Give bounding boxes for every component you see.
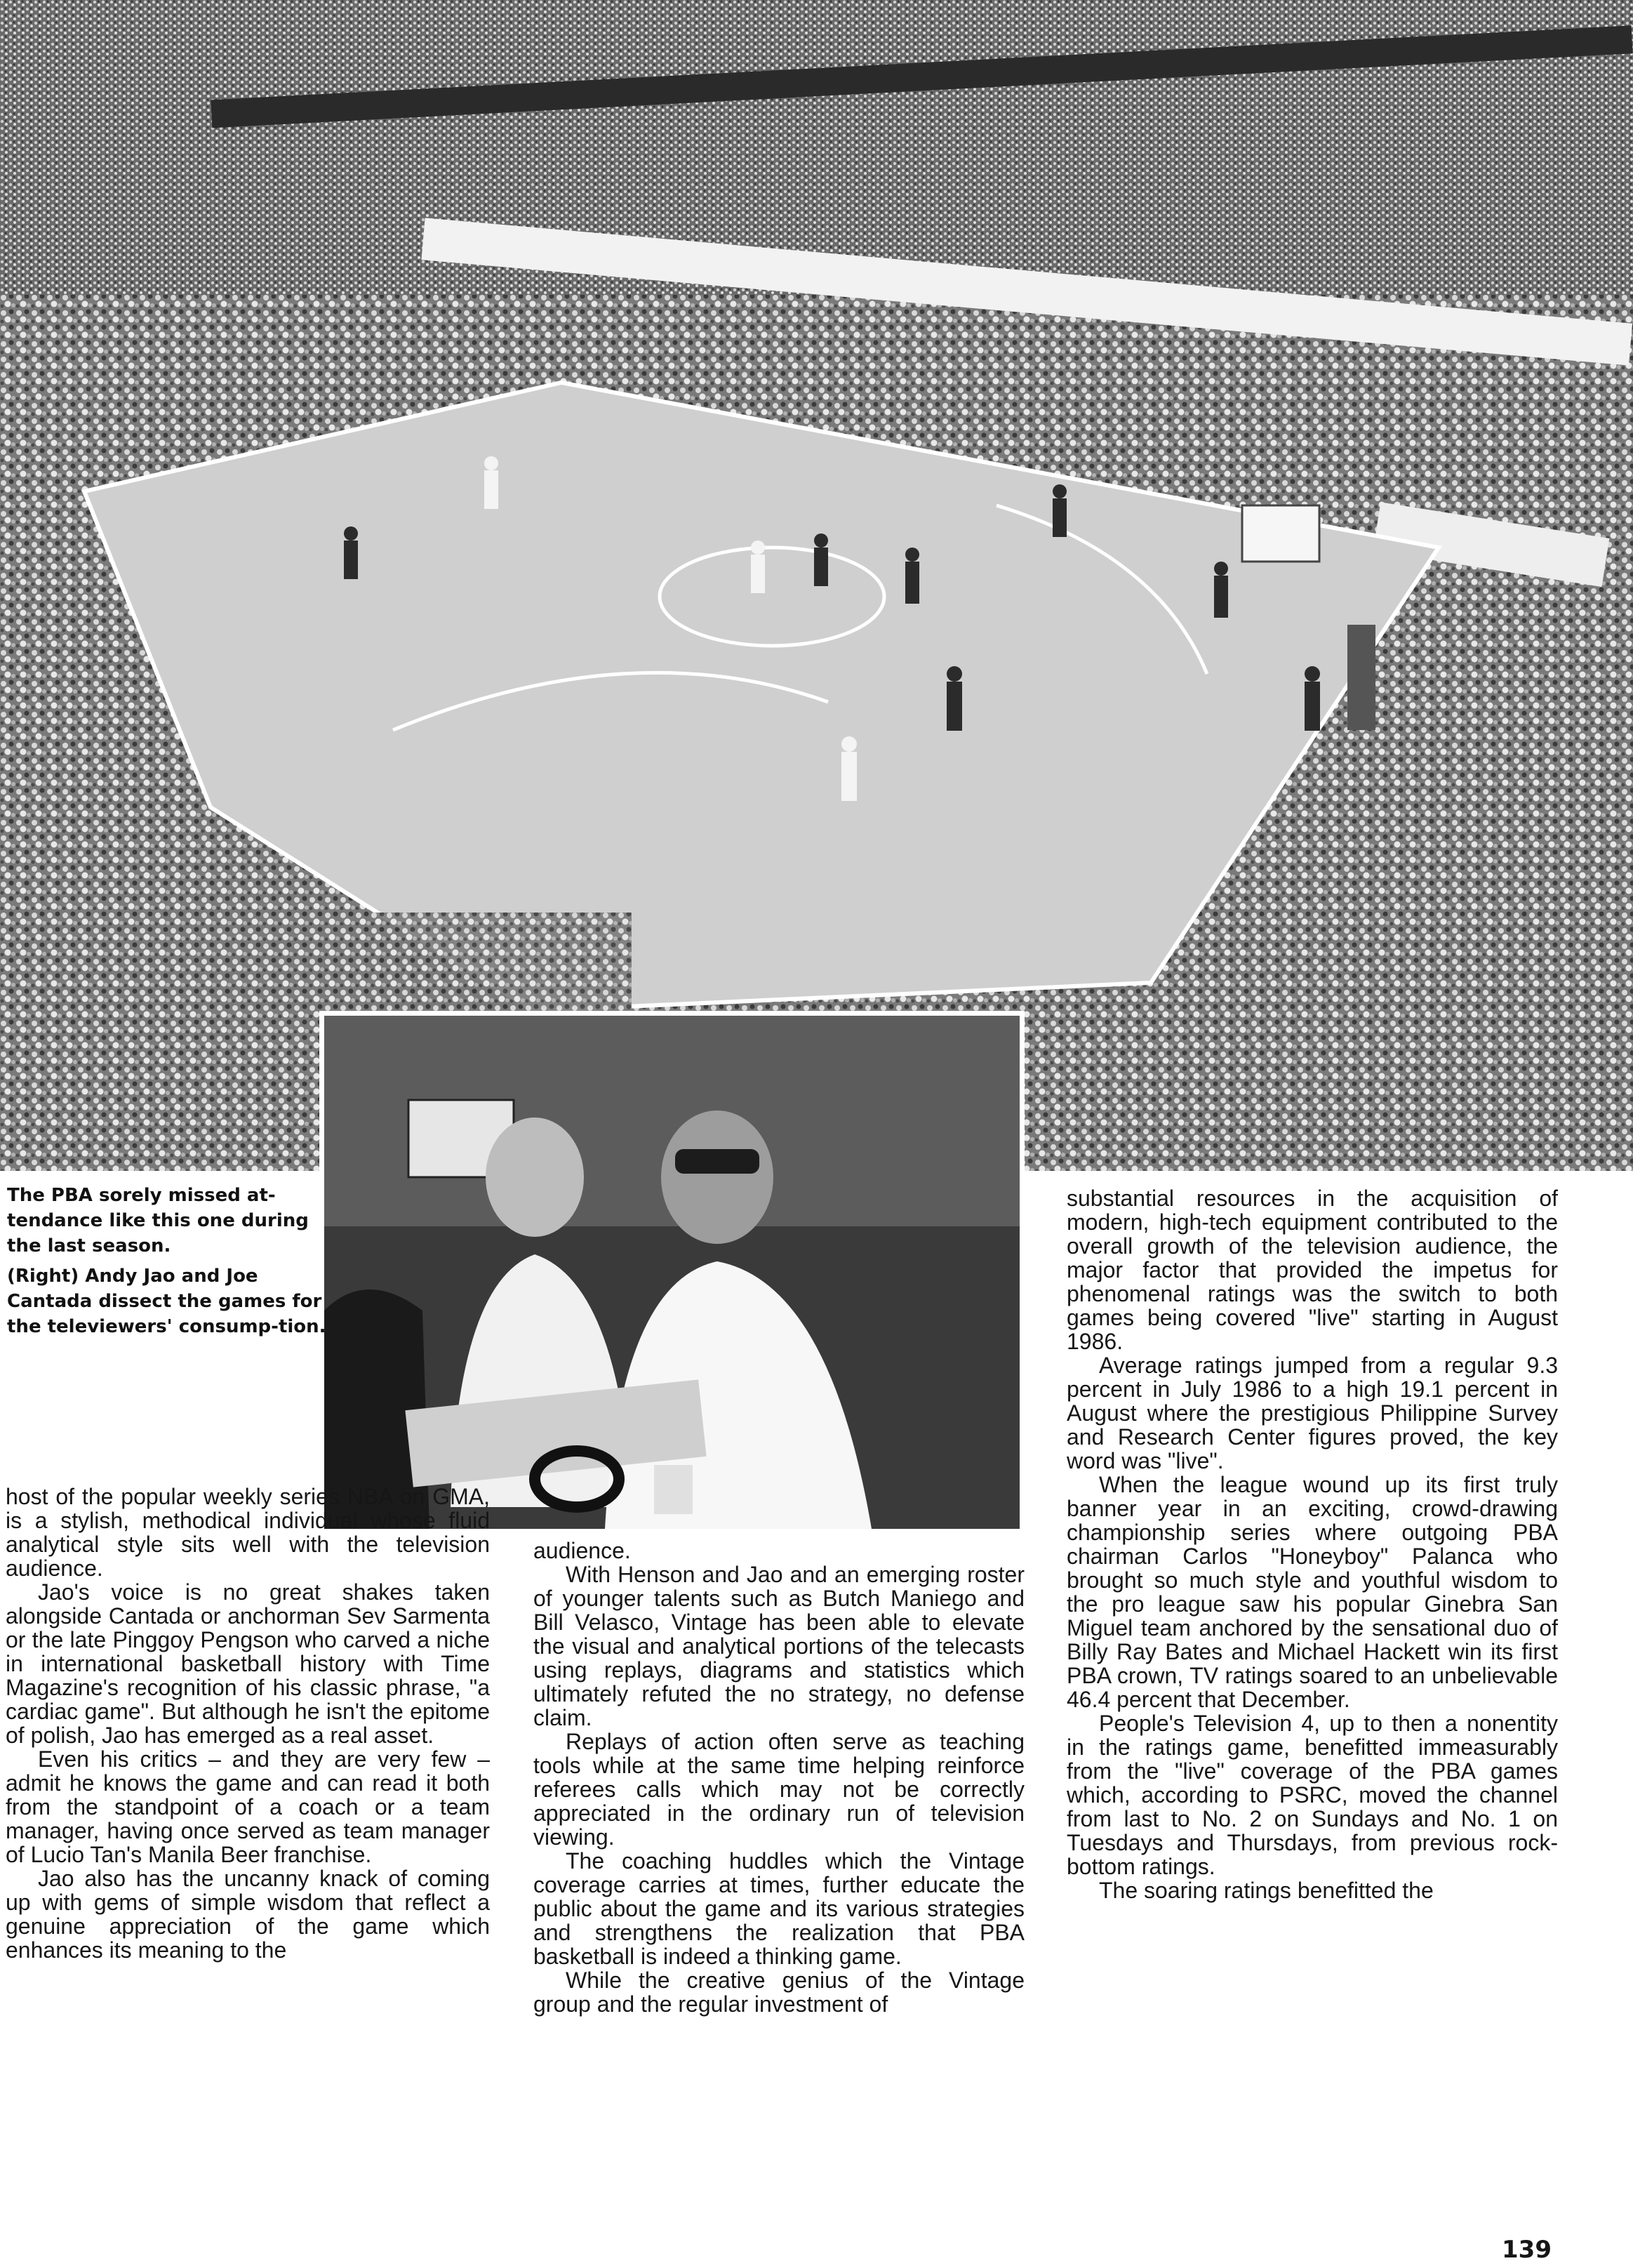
paragraph: When the league wound up its first truly banner year in an exciting, crowd-drawing championship series where outgoing PBA chairman Carlos "Honeyboy" Palanca who brought so much style and youthful wisdom to the pro league saw his popular Ginebra San Miguel team anchored by the sensational duo of Billy Ray Bates and Michael Hackett win its first PBA crown, TV ratings soared to an unbelievable 46.4 percent that December. xyxy=(1067,1472,1558,1712)
paragraph: People's Television 4, up to then a nonentity in the ratings game, benefitted immeasurably from the "live" coverage of the PBA games which, according to PSRC, moved the channel from last to No. 2 on Sundays and No. 1 on Tuesdays and Thursdays, from previous rock-bottom ratings. xyxy=(1067,1711,1558,1879)
paragraph: The soaring ratings benefitted the xyxy=(1099,1878,1434,1903)
photo-caption-arena: The PBA sorely missed at-tendance like this one during the last season. xyxy=(7,1185,309,1256)
paragraph: The coaching huddles which the Vintage coverage carries at times, further educate the public about the game and its various strategies and strengthens the realization that PBA basketball is indeed a thinking game. xyxy=(533,1848,1025,1969)
commentary-booth-graphic xyxy=(324,1016,1020,1529)
paragraph: Even his critics – and they are very few – admit he knows the game and can read it both from the standpoint of a coach or a team manager, having once served as team manager of Lucio Tan's Manila Beer franchise. xyxy=(6,1746,490,1867)
commentary-booth-photo xyxy=(319,1011,1025,1534)
paragraph: With Henson and Jao and an emerging roster of younger talents such as Butch Maniego and Bill Velasco, Vintage has been able to elevate the visual and analytical portions of the telecasts using replays, diagrams and statistics which ultimately refuted the no strategy, no defense claim. xyxy=(533,1562,1025,1730)
article-column-right xyxy=(1067,1186,1558,1902)
paragraph: Replays of action often serve as teaching tools while at the same time helping reinforce referees calls which may not be correctly appreciated in the ordinary run of television viewing. xyxy=(533,1729,1025,1850)
article-column-left xyxy=(6,1485,490,1962)
page-number: 139 xyxy=(1502,2236,1552,2264)
paragraph: Jao's voice is no great shakes taken alongside Cantada or anchorman Sev Sarmenta or the late Pinggoy Pengson who carved a niche in international basketball history with Time Magazine's recognition of his classic phrase, "a cardiac game". But although he isn't the epitome of polish, Jao has emerged as a real asset. xyxy=(6,1579,490,1748)
article-column-middle xyxy=(533,1539,1025,2016)
photo-caption-booth: (Right) Andy Jao and Joe Cantada dissect the games for the televiewers' consump-tion. xyxy=(7,1266,326,1337)
paragraph: host of the popular weekly series NBA on GMA, is a stylish, methodical individual whose fluid analytical style sits well with the television audience. xyxy=(6,1484,490,1581)
paragraph: audience. xyxy=(533,1538,631,1563)
paragraph: Average ratings jumped from a regular 9.3 percent in July 1986 to a high 19.1 percent in August where the prestigious Philippine Survey and Research Center figures proved, the key word was "live". xyxy=(1067,1353,1558,1473)
paragraph: Jao also has the uncanny knack of coming up with gems of simple wisdom that reflect a genuine appreciation of the game which enhances its meaning to the xyxy=(6,1866,490,1963)
paragraph: substantial resources in the acquisition of modern, high-tech equipment contributed to the overall growth of the television audience, the major factor that provided the impetus for phenomenal ratings was the switch to both games being covered "live" starting in August 1986. xyxy=(1067,1186,1558,1354)
paragraph: While the creative genius of the Vintage group and the regular investment of xyxy=(533,1968,1025,2017)
